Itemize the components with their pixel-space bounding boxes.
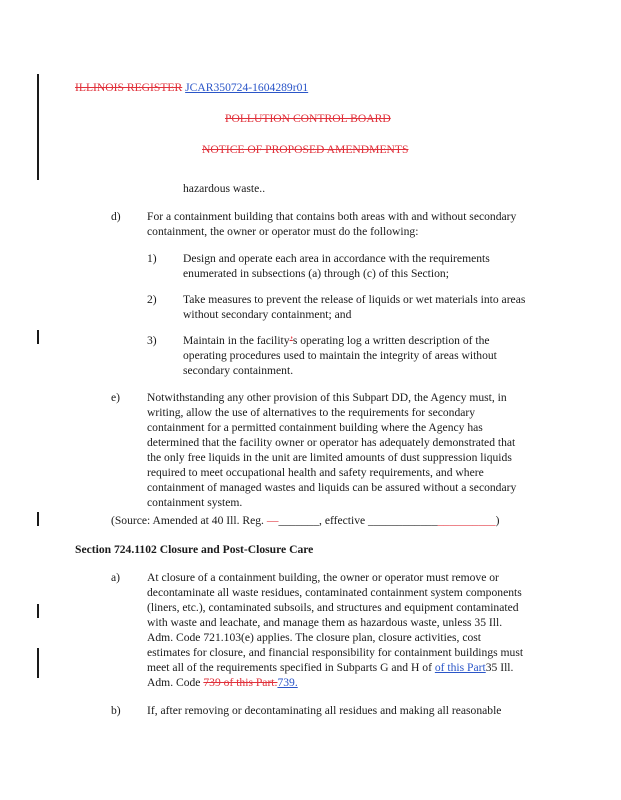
sub-item-line: operating procedures used to maintain the integrity of areas without	[183, 349, 497, 362]
item-d-line: For a containment building that contains both areas with and without secondary	[147, 210, 517, 223]
item-e-line: containment of managed wastes and liquids can be assured without a secondary	[147, 481, 517, 494]
section-heading: Section 724.1102 Closure and Post-Closure Care	[75, 543, 314, 556]
item-e-line: containment system.	[147, 496, 243, 509]
sub-item-line: secondary containment.	[183, 364, 294, 377]
item-a-line: estimates for closure, and financial responsibility for containment buildings must	[147, 646, 524, 659]
board-name: POLLUTION CONTROL BOARD	[225, 112, 391, 125]
change-bar	[37, 512, 39, 526]
deleted-apostrophe: ’	[289, 334, 293, 347]
sub-item-label: 3)	[147, 334, 157, 347]
change-bar	[37, 604, 39, 618]
item-a-line: Adm. Code 739 of this Part.739.	[147, 676, 298, 689]
item-e-line: Notwithstanding any other provision of this Subpart DD, the Agency must, in	[147, 391, 507, 404]
change-bar	[37, 74, 39, 180]
item-e-line: containment for a permitted containment building where the Agency has	[147, 421, 483, 434]
continuation-text: hazardous waste..	[183, 182, 266, 195]
sub-item-line: Design and operate each area in accordance with the requirements	[183, 252, 490, 265]
sub-item-line: Take measures to prevent the release of liquids or wet materials into areas	[183, 293, 526, 306]
inserted-text: of this Part	[434, 661, 486, 674]
item-a-line: Adm. Code 721.103(e) applies. The closure plan, closure activities, cost	[147, 631, 481, 644]
item-e-line: determined that the facility owner or operator has adequately demonstrated that	[147, 436, 516, 449]
item-e-line: the only free liquids in the unit are limited amounts of dust suppression liquids	[147, 451, 512, 464]
item-d-label: d)	[111, 210, 121, 223]
item-e-line: required to meet occupational health and safety requirements, and where	[147, 466, 484, 479]
item-a-line: with waste and leachate, and manage them as hazardous waste, unless 35 Ill.	[147, 616, 503, 629]
item-a-line: decontaminate all waste residues, contaminated containment system components	[147, 586, 522, 599]
change-bar	[37, 648, 39, 678]
register-name: ILLINOIS REGISTER	[75, 81, 183, 94]
item-d-line: containment, the owner or operator must do the following:	[147, 225, 419, 238]
change-bar	[37, 330, 39, 344]
sub-item-line: Maintain in the facility’s operating log a written description of the	[183, 334, 490, 347]
sub-item-line: without secondary containment; and	[183, 308, 352, 321]
item-a-line: At closure of a containment building, the owner or operator must remove or	[147, 571, 499, 584]
notice-title: NOTICE OF PROPOSED AMENDMENTS	[202, 143, 409, 156]
item-a-line: (liners, etc.), contaminated subsoils, and structures and equipment contaminated	[147, 601, 519, 614]
source-note: (Source: Amended at 40 Ill. Reg. —_______, effective ______________________)	[111, 514, 500, 527]
deleted-text: 739 of this Part.	[203, 676, 278, 689]
sub-item-line: enumerated in subsections (a) through (c) of this Section;	[183, 267, 449, 280]
sub-item-label: 2)	[147, 293, 157, 306]
item-e-line: writing, allow the use of alternatives to the requirements for secondary	[147, 406, 476, 419]
sub-item-label: 1)	[147, 252, 157, 265]
inserted-text: 739.	[277, 676, 298, 689]
register-header	[75, 80, 308, 95]
item-a-label: a)	[111, 571, 121, 584]
item-b-label: b)	[111, 704, 121, 717]
item-b-line: If, after removing or decontaminating all residues and making all reasonable	[147, 704, 502, 717]
jcar-number: JCAR350724-1604289r01	[185, 81, 309, 94]
item-e-label: e)	[111, 391, 121, 404]
deleted-dash: —	[266, 514, 279, 527]
item-a-line: meet all of the requirements specified in Subparts G and H of of this Part35 Ill.	[147, 661, 514, 674]
